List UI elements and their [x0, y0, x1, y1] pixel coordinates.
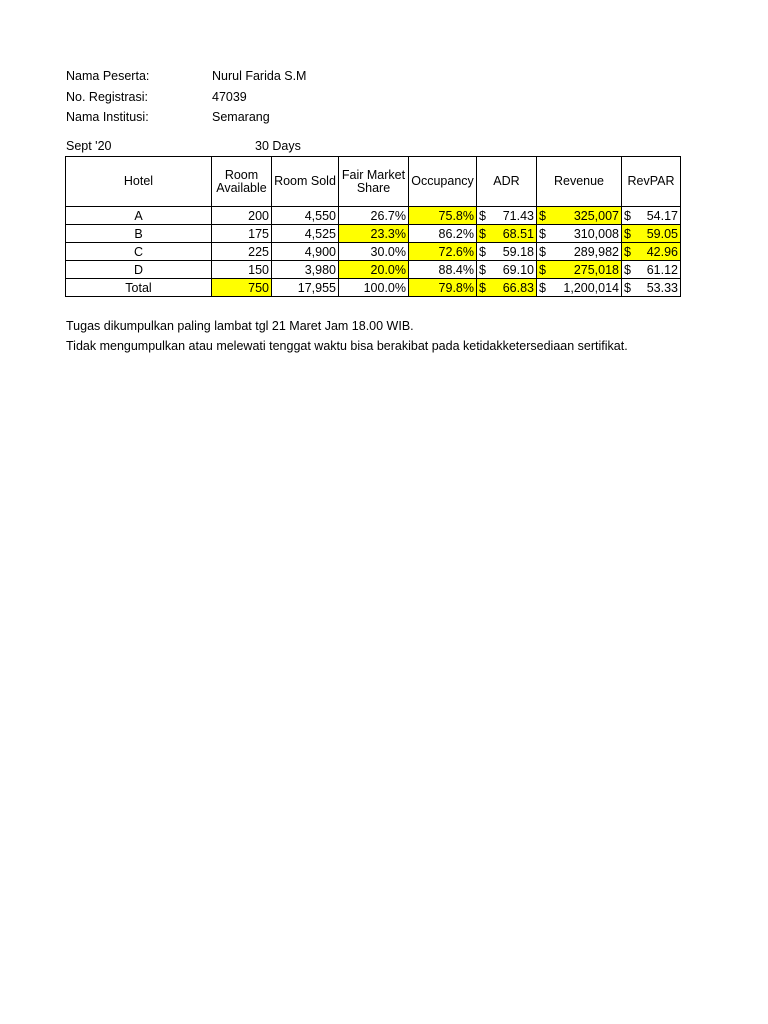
adr-value: 68.51 [502, 226, 534, 241]
header-adr: ADR [477, 157, 537, 207]
cell-revenue [537, 225, 622, 243]
revpar-value: 61.12 [646, 262, 678, 277]
cell-room-available: 225 [212, 243, 272, 261]
cell-fair-market-share: 100.0% [339, 279, 409, 297]
currency-symbol: $ [624, 244, 631, 259]
currency-symbol: $ [479, 262, 486, 277]
cell-hotel: D [66, 261, 212, 279]
cell-fair-market-share: 23.3% [339, 225, 409, 243]
cell-occupancy: 79.8% [409, 279, 477, 297]
registration-row [66, 87, 306, 108]
revpar-value: 59.05 [646, 226, 678, 241]
participant-info [66, 66, 306, 128]
cell-room-sold: 4,550 [272, 207, 339, 225]
cell-adr [477, 243, 537, 261]
header-revpar: RevPAR [622, 157, 681, 207]
cell-adr [477, 279, 537, 297]
cell-adr [477, 225, 537, 243]
participant-name-label: Nama Peserta: [66, 69, 150, 83]
registration-value: 47039 [212, 89, 247, 104]
revpar-value: 42.96 [646, 244, 678, 259]
cell-occupancy: 75.8% [409, 207, 477, 225]
cell-room-sold: 4,900 [272, 243, 339, 261]
table-row [66, 261, 681, 279]
cell-hotel: Total [66, 279, 212, 297]
cell-room-sold: 4,525 [272, 225, 339, 243]
period-month: Sept '20 [66, 139, 112, 153]
revenue-value: 325,007 [573, 208, 619, 223]
participant-name-row [66, 66, 306, 87]
currency-symbol: $ [624, 226, 631, 241]
adr-value: 59.18 [502, 244, 534, 259]
cell-room-available: 750 [212, 279, 272, 297]
cell-room-available: 175 [212, 225, 272, 243]
period-days: 30 Days [255, 139, 301, 153]
currency-symbol: $ [624, 280, 631, 295]
header-hotel: Hotel [66, 157, 212, 207]
participant-name-value: Nurul Farida S.M [212, 69, 307, 83]
table-row [66, 225, 681, 243]
cell-room-available: 150 [212, 261, 272, 279]
revenue-value: 289,982 [573, 244, 619, 259]
revpar-value: 54.17 [646, 208, 678, 223]
adr-value: 69.10 [502, 262, 534, 277]
cell-hotel: A [66, 207, 212, 225]
hotel-performance-table [65, 156, 681, 297]
cell-revpar [622, 243, 681, 261]
header-revenue: Revenue [537, 157, 622, 207]
currency-symbol: $ [479, 280, 486, 295]
currency-symbol: $ [539, 262, 546, 277]
table-row [66, 207, 681, 225]
revpar-value: 53.33 [646, 280, 678, 295]
cell-hotel: C [66, 243, 212, 261]
cell-occupancy: 86.2% [409, 225, 477, 243]
table-row [66, 243, 681, 261]
warning-note: Tidak mengumpulkan atau melewati tenggat waktu bisa berakibat pada ketidakketersediaan sertifikat. [66, 339, 628, 353]
revenue-value: 275,018 [573, 262, 619, 277]
registration-label: No. Registrasi: [66, 89, 148, 104]
notes [66, 316, 628, 356]
cell-occupancy: 88.4% [409, 261, 477, 279]
cell-revpar [622, 261, 681, 279]
cell-adr [477, 261, 537, 279]
period-line [66, 138, 366, 155]
currency-symbol: $ [479, 208, 486, 223]
cell-revpar [622, 225, 681, 243]
table-total-row [66, 279, 681, 297]
currency-symbol: $ [624, 262, 631, 277]
revenue-value: 310,008 [573, 226, 619, 241]
cell-room-sold: 17,955 [272, 279, 339, 297]
header-room-available: Room Available [212, 157, 272, 207]
institution-row [66, 107, 306, 128]
cell-occupancy: 72.6% [409, 243, 477, 261]
cell-revenue [537, 207, 622, 225]
currency-symbol: $ [539, 244, 546, 259]
cell-revenue [537, 261, 622, 279]
cell-room-sold: 3,980 [272, 261, 339, 279]
cell-fair-market-share: 26.7% [339, 207, 409, 225]
adr-value: 71.43 [502, 208, 534, 223]
cell-adr [477, 207, 537, 225]
currency-symbol: $ [539, 226, 546, 241]
cell-fair-market-share: 30.0% [339, 243, 409, 261]
cell-revenue [537, 243, 622, 261]
cell-room-available: 200 [212, 207, 272, 225]
revenue-value: 1,200,014 [563, 280, 619, 295]
currency-symbol: $ [479, 226, 486, 241]
institution-value: Semarang [212, 110, 270, 124]
deadline-note: Tugas dikumpulkan paling lambat tgl 21 Maret Jam 18.00 WIB. [66, 319, 414, 333]
currency-symbol: $ [539, 280, 546, 295]
cell-revenue [537, 279, 622, 297]
header-occupancy: Occupancy [409, 157, 477, 207]
header-fair-market-share: Fair Market Share [339, 157, 409, 207]
cell-revpar [622, 207, 681, 225]
table-header-row [66, 157, 681, 207]
currency-symbol: $ [624, 208, 631, 223]
cell-revpar [622, 279, 681, 297]
institution-label: Nama Institusi: [66, 110, 149, 124]
cell-fair-market-share: 20.0% [339, 261, 409, 279]
adr-value: 66.83 [502, 280, 534, 295]
cell-hotel: B [66, 225, 212, 243]
header-room-sold: Room Sold [272, 157, 339, 207]
currency-symbol: $ [479, 244, 486, 259]
currency-symbol: $ [539, 208, 546, 223]
